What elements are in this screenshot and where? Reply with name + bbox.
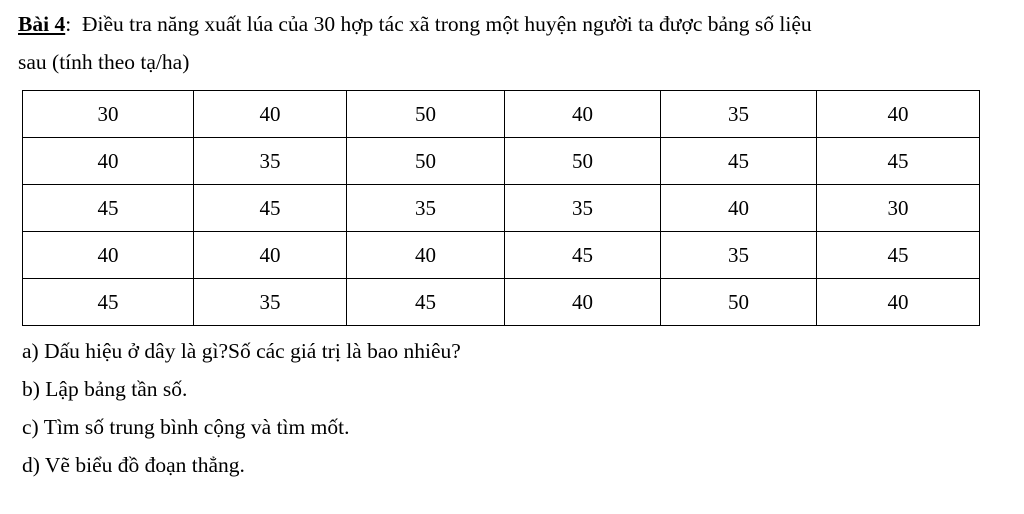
table-cell: 45 xyxy=(817,138,980,185)
table-cell: 35 xyxy=(505,185,661,232)
table-cell: 50 xyxy=(661,279,817,326)
exercise-colon: : xyxy=(65,12,72,36)
exercise-prompt-line-2: sau (tính theo tạ/ha) xyxy=(18,50,190,74)
table-cell: 35 xyxy=(194,138,347,185)
table-cell: 45 xyxy=(661,138,817,185)
data-table xyxy=(22,90,980,326)
table-cell: 40 xyxy=(347,232,505,279)
question-item-c: c) Tìm số trung bình cộng và tìm mốt. xyxy=(22,415,350,439)
table-cell: 45 xyxy=(23,279,194,326)
table-cell: 30 xyxy=(23,91,194,138)
table-cell: 30 xyxy=(817,185,980,232)
question-item-d: d) Vẽ biểu đồ đoạn thẳng. xyxy=(22,453,245,477)
table-cell: 35 xyxy=(347,185,505,232)
table-cell: 50 xyxy=(347,138,505,185)
table-row xyxy=(23,232,980,279)
table-cell: 45 xyxy=(505,232,661,279)
question-item-b: b) Lập bảng tần số. xyxy=(22,377,188,401)
table-cell: 45 xyxy=(347,279,505,326)
table-cell: 45 xyxy=(817,232,980,279)
table-cell: 40 xyxy=(661,185,817,232)
exercise-label: Bài 4 xyxy=(18,12,66,36)
table-cell: 35 xyxy=(661,91,817,138)
table-cell: 40 xyxy=(194,232,347,279)
table-row xyxy=(23,185,980,232)
question-list xyxy=(18,332,1006,484)
table-cell: 50 xyxy=(347,91,505,138)
table-cell: 45 xyxy=(23,185,194,232)
table-cell: 45 xyxy=(194,185,347,232)
table-cell: 35 xyxy=(661,232,817,279)
table-cell: 40 xyxy=(505,279,661,326)
table-cell: 40 xyxy=(23,138,194,185)
table-cell: 40 xyxy=(505,91,661,138)
table-row xyxy=(23,138,980,185)
table-cell: 35 xyxy=(194,279,347,326)
exercise-prompt-text: Điều tra năng xuất lúa của 30 hợp tác xã trong một huyện người ta được bảng số liệu xyxy=(81,12,812,36)
table-row xyxy=(23,91,980,138)
table-cell: 40 xyxy=(817,91,980,138)
table-row xyxy=(23,279,980,326)
exercise-prompt-line-1 xyxy=(18,0,1006,42)
table-cell: 40 xyxy=(817,279,980,326)
table-cell: 40 xyxy=(194,91,347,138)
table-cell: 40 xyxy=(23,232,194,279)
table-cell: 50 xyxy=(505,138,661,185)
question-item-a: a) Dấu hiệu ở dây là gì?Số các giá trị là bao nhiêu? xyxy=(22,339,461,363)
